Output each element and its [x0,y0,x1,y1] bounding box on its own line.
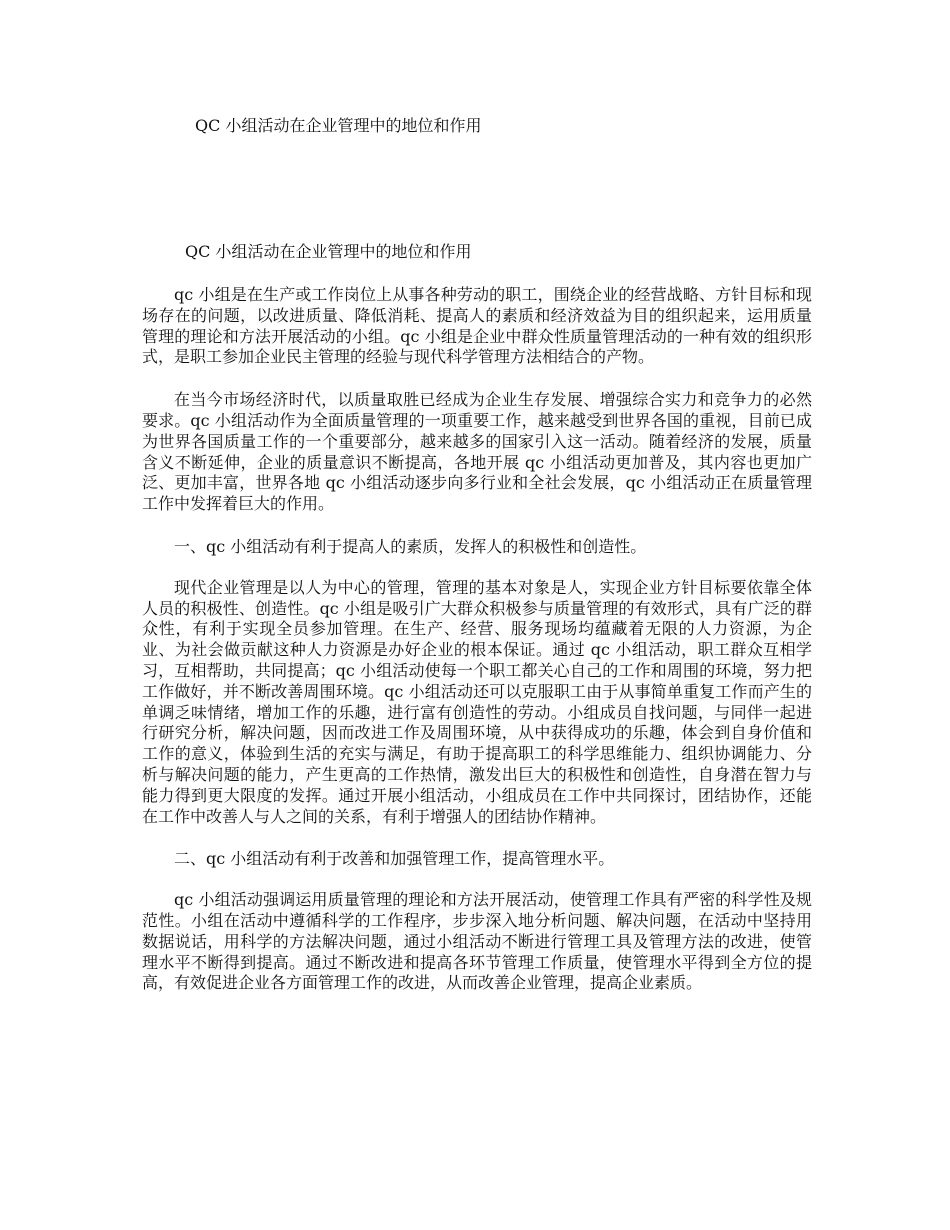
section-heading-1: 一、qc 小组活动有利于提高人的素质，发挥人的积极性和创造性。 [174,536,647,556]
section-heading-2: 二、qc 小组活动有利于改善和加强管理工作，提高管理水平。 [174,849,615,869]
paragraph-section-2: qc 小组活动强调运用质量管理的理论和方法开展活动，使管理工作具有严密的科学性及规范性。小组在活动中遵循科学的工作程序，步步深入地分析问题、解决问题，在活动中坚持用数据说话，用科学的方法解决问题，通过小组活动不断进行管理工具及管理方法的改进，使管理水平不断得到提高。通过不断改进和提高各环节管理工作质量，使管理水平得到全方位的提高，有效促进企业各方面管理工作的改进，从而改善企业管理，提高企业素质。 [142,890,812,993]
document-subtitle: QC 小组活动在企业管理中的地位和作用 [185,242,472,261]
paragraph-section-1: 现代企业管理是以人为中心的管理，管理的基本对象是人，实现企业方针目标要依靠全体人员的积极性、创造性。qc 小组是吸引广大群众积极参与质量管理的有效形式，具有广泛的群众性，有利于实现全员参加管理。在生产、经营、服务现场均蕴藏着无限的人力资源，为企业、为社会做贡献这种人力资源是办好企业的根本保证。通过 qc 小组活动，职工群众互相学习，互相帮助，共同提高；qc 小组活动使每一个职工都关心自己的工作和周围的环境，努力把工作做好，并不断改善周围环境。qc 小组活动还可以克服职工由于从事简单重复工作而产生的单调乏味情绪，增加工作的乐趣，进行富有创造性的劳动。小组成员自找问题，与同伴一起进行研究分析，解决问题，因而改进工作及周围环境，从中获得成功的乐趣，体会到自身价值和工作的意义，体验到生活的充实与满足，有助于提高职工的科学思维能力、组织协调能力、分析与解决问题的能力，产生更高的工作热情，激发出巨大的积极性和创造性，自身潜在智力与能力得到更大限度的发挥。通过开展小组活动，小组成员在工作中共同探讨，团结协作，还能在工作中改善人与人之间的关系，有利于增强人的团结协作精神。 [142,577,812,826]
paragraph-market-era: 在当今市场经济时代，以质量取胜已经成为企业生存发展、增强综合实力和竞争力的必然要求。qc 小组活动作为全面质量管理的一项重要工作，越来越受到世界各国的重视，目前已成为世界各国质量工作的一个重要部分，越来越多的国家引入这一活动。随着经济的发展，质量含义不断延伸，企业的质量意识不断提高，各地开展 qc 小组活动更加普及，其内容也更加广泛、更加丰富，世界各地 qc 小组活动逐步向多行业和全社会发展，qc 小组活动正在质量管理工作中发挥着巨大的作用。 [142,390,812,514]
document-title: QC 小组活动在企业管理中的地位和作用 [195,116,482,135]
document-body [142,285,812,1016]
paragraph-intro: qc 小组是在生产或工作岗位上从事各种劳动的职工，围绕企业的经营战略、方针目标和现场存在的问题，以改进质量、降低消耗、提高人的素质和经济效益为目的组织起来，运用质量管理的理论和方法开展活动的小组。qc 小组是企业中群众性质量管理活动的一种有效的组织形式，是职工参加企业民主管理的经验与现代科学管理方法相结合的产物。 [142,285,812,367]
